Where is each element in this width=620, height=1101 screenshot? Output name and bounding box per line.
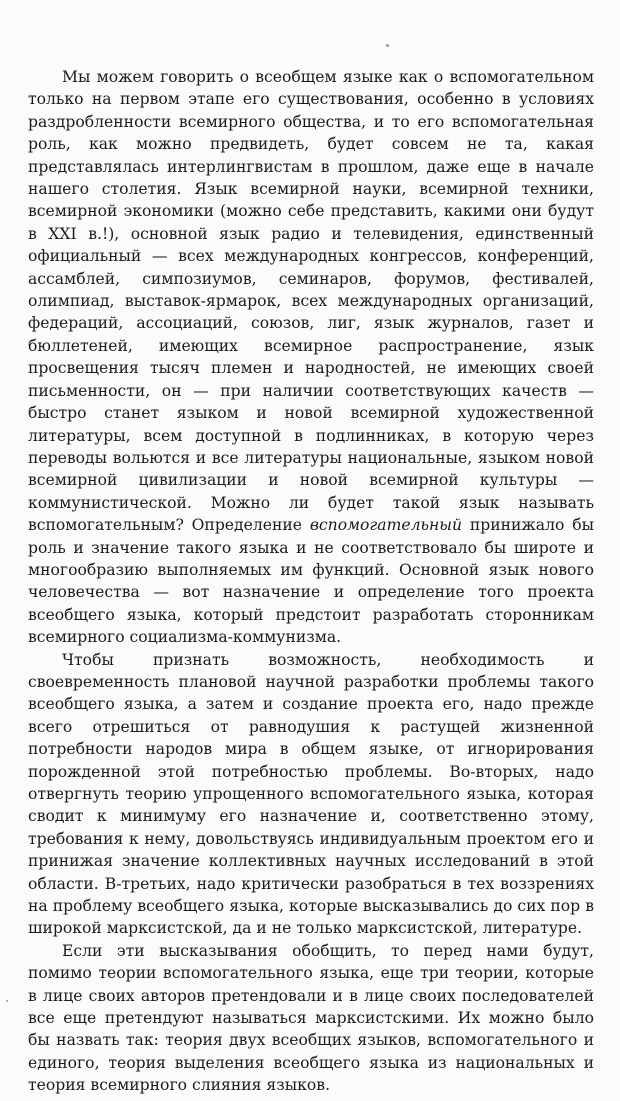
paragraph-3: Если эти высказывания обобщить, то перед нами будут, помимо теории вспомогательного языка, еще три теории, которые в лице своих авторов претендовали и в лице своих последователей все еще претендуют называться марксистскими. Их можно было бы назвать так: теория двух всеобщих языков, вспомогательного и единого, теория выделения всеобщего языка из национальных и теория всемирного слияния языков.	[28, 941, 594, 1095]
page-text	[28, 66, 594, 1097]
paragraph-2: Чтобы признать возможность, необходимость и своевременность плановой научной разработки проблемы такого всеобщего языка, а затем и создание проекта его, надо прежде всего отрешиться от равнодушия к растущей жизненной потребности народов мира в общем языке, от игнорирования порожденной этой потребностью проблемы. Во-вторых, надо отвергнуть теорию упрощенного вспомогательного языка, которая сводит к минимуму его назначение и, соответственно этому, требования к нему, довольствуясь индивидуальным проектом его и принижая значение коллективных научных исследований в этой области. В-третьих, надо критически разобраться в тех воззрениях на проблему всеобщего языка, которые высказывались до сих пор в широкой марксистской, да и не только марксистской, литературе.	[28, 650, 594, 938]
paragraph-1	[28, 66, 594, 649]
scan-speck	[6, 1000, 8, 1002]
paragraph-1-text-end: принижало бы роль и значение такого языка и не соответствовало бы широте и многообразию выполняемых им функций. Основной язык нового человечества — вот назначение и определение того проекта всеобщего языка, который предстоит разработать сторонникам всемирного социализма-коммунизма.	[28, 516, 594, 647]
italic-term: вспомогательный	[309, 516, 463, 535]
paragraph-1-text-start: Мы можем говорить о всеобщем языке как о вспомогательном только на первом этапе его существования, особенно в условиях раздробленности всемирного общества, и то его вспомогательная роль, как можно предвидеть, будет совсем не та, какая представлялась интерлингвистам в прошлом, даже еще в начале нашего столетия. Язык всемирной науки, всемирной техники, всемирной экономики (можно себе представить, какими они будут в XXI в.!), основной язык радио и телевидения, единственный официальный — всех международных конгрессов, конференций, ассамблей, симпозиумов, семинаров, форумов, фестивалей, олимпиад, выставок-ярмарок, всех международных организаций, федераций, ассоциаций, союзов, лиг, язык журналов, газет и бюллетеней, имеющих всемирное распространение, язык просвещения тысяч племен и народностей, не имеющих своей письменности, он — при наличии соответствующих качеств — быстро станет языком и новой всемирной художественной литературы, всем доступной в подлинниках, в которую через переводы вольются и все литературы национальные, языком новой всемирной цивилизации и новой всемирной культуры — коммунистической. Можно ли будет такой язык называть вспомогательным? Определение	[28, 68, 594, 535]
scan-speck	[386, 44, 389, 47]
